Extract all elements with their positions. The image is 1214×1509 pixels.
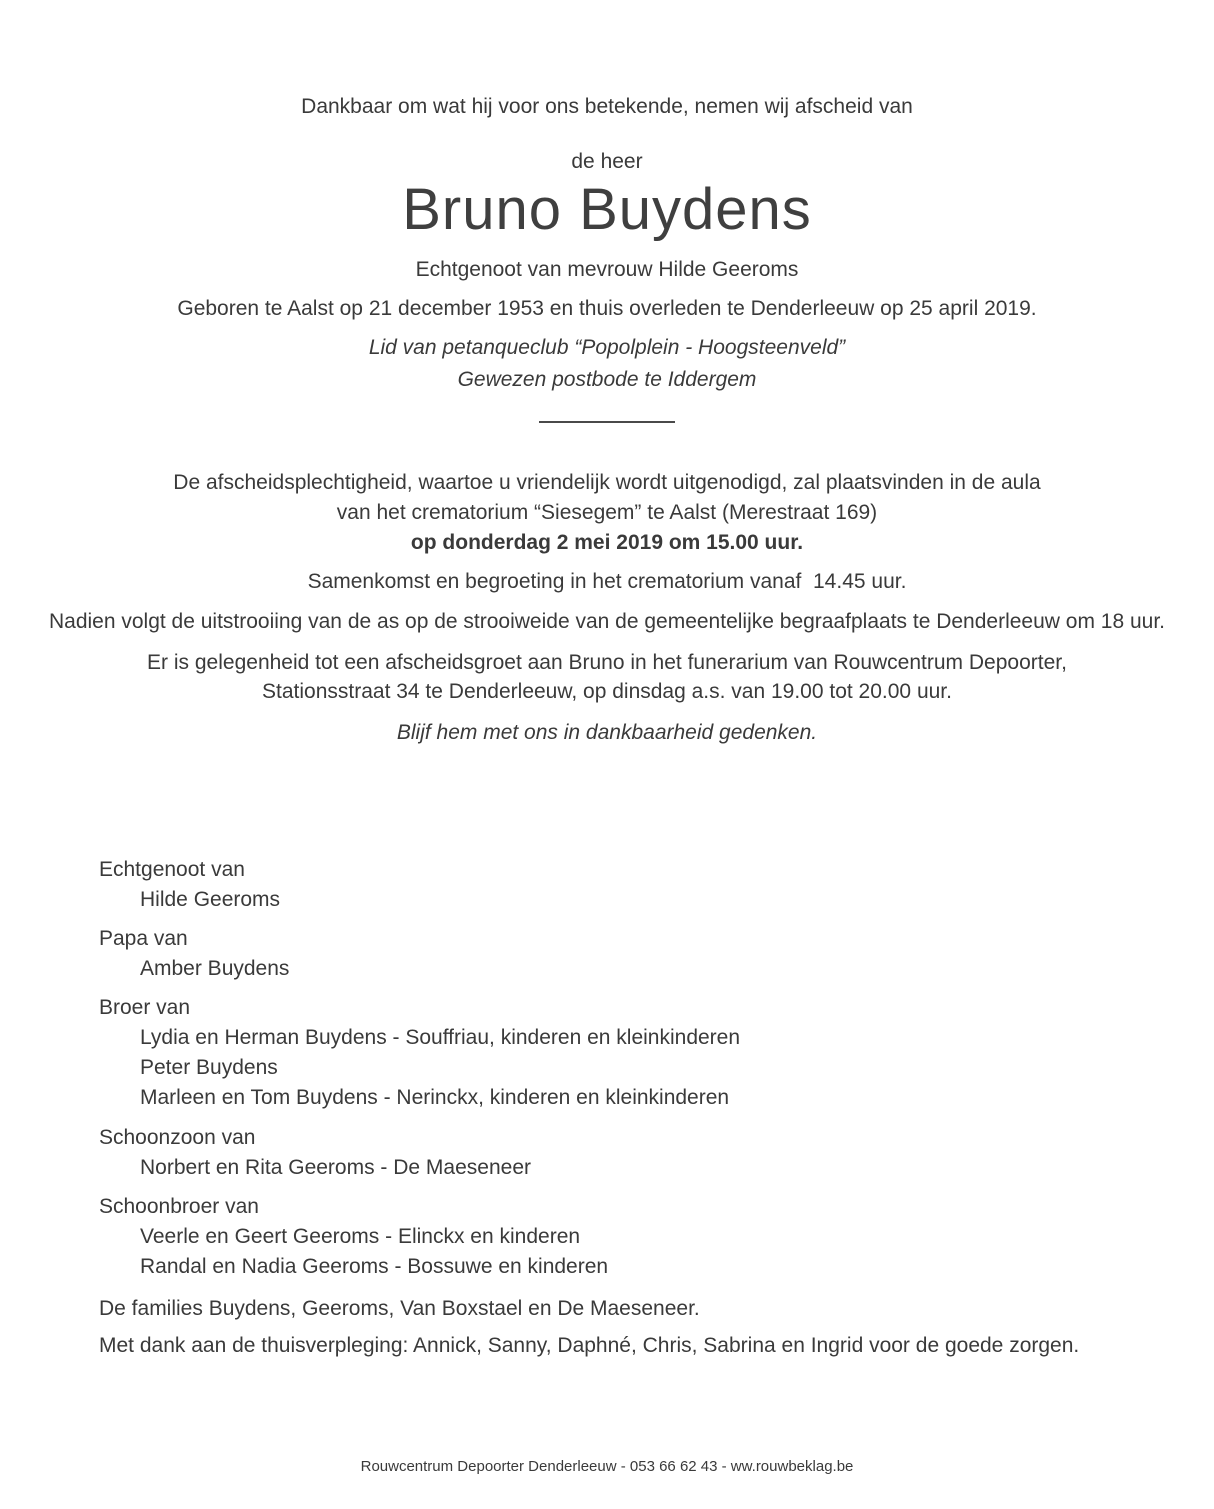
family-member: Veerle en Geert Geeroms - Elinckx en kinderen bbox=[140, 1225, 581, 1248]
family-member: Randal en Nadia Geeroms - Bossuwe en kinderen bbox=[140, 1255, 609, 1278]
membership-line-postbode: Gewezen postbode te Iddergem bbox=[457, 368, 757, 391]
family-member: Amber Buydens bbox=[140, 957, 290, 980]
family-member: Hilde Geeroms bbox=[140, 888, 281, 911]
family-group-label: Echtgenoot van bbox=[99, 858, 245, 881]
family-group-label: Schoonzoon van bbox=[99, 1126, 256, 1149]
family-section bbox=[0, 855, 1214, 1282]
divider-line bbox=[539, 421, 675, 423]
family-group-schoonzoon bbox=[99, 1123, 1214, 1183]
family-group-echtgenoot bbox=[99, 855, 1214, 915]
family-group-label: Papa van bbox=[99, 927, 188, 950]
intro-line: Dankbaar om wat hij voor ons betekende, nemen wij afscheid van bbox=[301, 95, 913, 118]
family-group-broer bbox=[99, 993, 1214, 1113]
thanks-line: Met dank aan de thuisverpleging: Annick, Sanny, Daphné, Chris, Sabrina en Ingrid voor de goede zorgen. bbox=[99, 1334, 1080, 1357]
family-member: Marleen en Tom Buydens - Nerinckx, kinderen en kleinkinderen bbox=[140, 1086, 730, 1109]
family-member: Peter Buydens bbox=[140, 1056, 278, 1079]
family-group-schoonbroer bbox=[99, 1192, 1214, 1282]
deceased-name: Bruno Buydens bbox=[402, 177, 812, 242]
gathering-line: Samenkomst en begroeting in het crematorium vanaf 14.45 uur. bbox=[307, 570, 907, 593]
ash-scattering-line: Nadien volgt de uitstrooiing van de as op de strooiweide van de gemeentelijke begraafplaats te Denderleeuw om 18 uur. bbox=[48, 610, 1166, 633]
funeral-home-footer: Rouwcentrum Depoorter Denderleeuw - 053 66 62 43 - ww.rouwbeklag.be bbox=[360, 1458, 854, 1475]
family-member: Lydia en Herman Buydens - Souffriau, kinderen en kleinkinderen bbox=[140, 1026, 741, 1049]
families-line: De families Buydens, Geeroms, Van Boxstael en De Maeseneer. bbox=[99, 1297, 700, 1320]
family-group-label: Broer van bbox=[99, 996, 191, 1019]
membership-line-petanque: Lid van petanqueclub “Popolplein - Hoogsteenveld” bbox=[368, 336, 846, 359]
family-member: Norbert en Rita Geeroms - De Maeseneer bbox=[140, 1156, 531, 1179]
remembrance-line: Blijf hem met ons in dankbaarheid gedenken. bbox=[396, 721, 818, 744]
spouse-line: Echtgenoot van mevrouw Hilde Geeroms bbox=[415, 258, 799, 281]
birth-death-line: Geboren te Aalst op 21 december 1953 en thuis overleden te Denderleeuw op 25 april 2019. bbox=[177, 297, 1037, 320]
honorific-line: de heer bbox=[571, 150, 643, 173]
family-group-papa bbox=[99, 924, 1214, 984]
ceremony-date-line: op donderdag 2 mei 2019 om 15.00 uur. bbox=[410, 531, 804, 554]
ceremony-line-1: De afscheidsplechtigheid, waartoe u vriendelijk wordt uitgenodigd, zal plaatsvinden in de aula bbox=[173, 471, 1041, 494]
visitation-line-2: Stationsstraat 34 te Denderleeuw, op dinsdag a.s. van 19.00 tot 20.00 uur. bbox=[262, 680, 952, 703]
visitation-line-1: Er is gelegenheid tot een afscheidsgroet aan Bruno in het funerarium van Rouwcentrum Depoorter, bbox=[147, 651, 1067, 674]
ceremony-line-2: van het crematorium “Siesegem” te Aalst (Merestraat 169) bbox=[336, 501, 878, 524]
family-group-label: Schoonbroer van bbox=[99, 1195, 259, 1218]
